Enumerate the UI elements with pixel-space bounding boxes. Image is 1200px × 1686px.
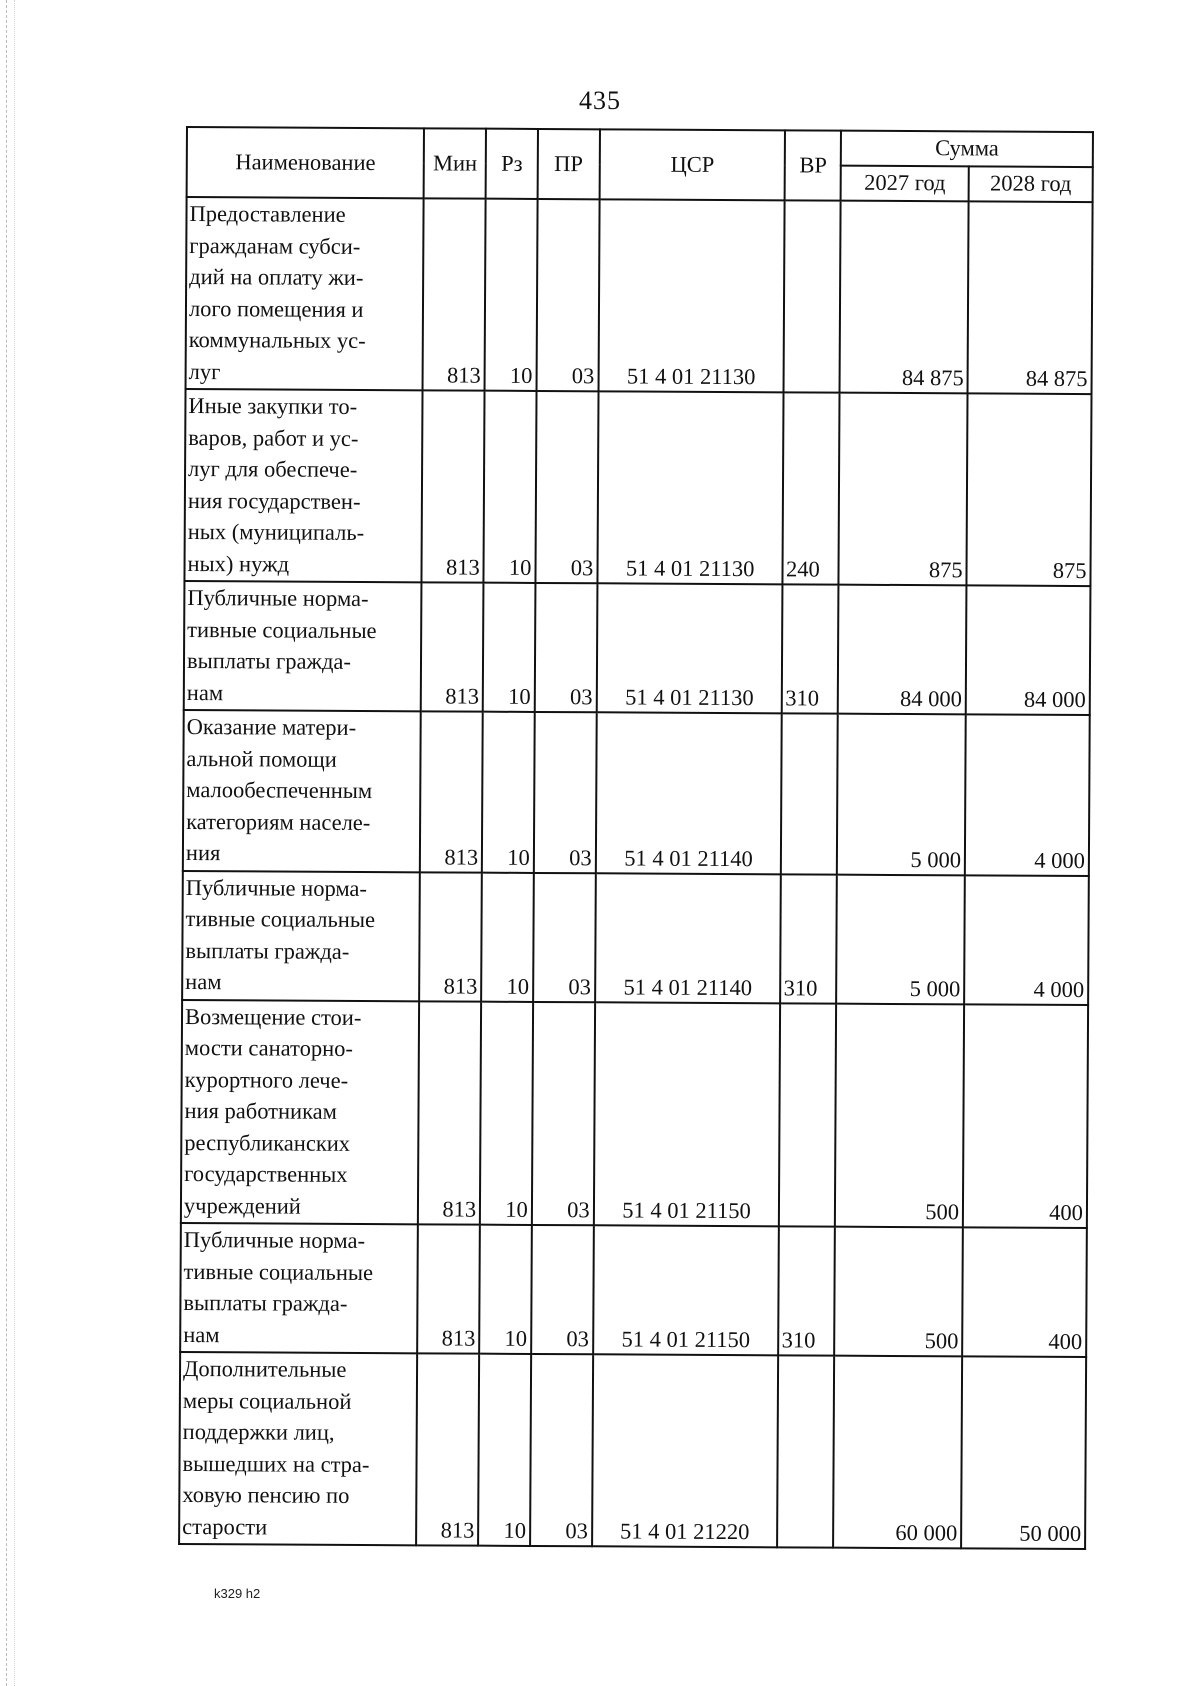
table-row: [183, 710, 1090, 876]
row-min: 813: [416, 1353, 479, 1545]
row-rz: 10: [479, 1225, 531, 1354]
scan-edge-line: [6, 0, 8, 1686]
budget-table: [178, 126, 1094, 1550]
row-min: 813: [418, 1001, 481, 1225]
row-sum-2027: 84 000: [838, 585, 967, 715]
row-name: Публичные норма- тивные социальные выплаты гражда- нам: [182, 870, 420, 1000]
header-min: Мин: [424, 128, 486, 198]
table-row: [184, 389, 1091, 586]
row-sum-2028: 400: [962, 1227, 1087, 1357]
table-row: [179, 1352, 1086, 1549]
row-pr: 03: [534, 712, 597, 873]
row-pr: 03: [532, 1001, 595, 1225]
row-vr: [784, 200, 841, 392]
row-sum-2028: 50 000: [961, 1356, 1086, 1549]
row-csr: 51 4 01 21130: [597, 391, 784, 584]
row-csr: 51 4 01 21150: [594, 1002, 781, 1227]
row-sum-2027: 5 000: [837, 714, 966, 875]
row-sum-2028: 84 875: [968, 201, 1093, 394]
row-name: Дополнительные меры социальной поддержки лиц, вышедших на стра- ховую пенсию по старости: [179, 1352, 417, 1545]
row-rz: 10: [481, 872, 533, 1001]
page-number: 435: [579, 86, 621, 115]
table-row: [182, 870, 1089, 1004]
row-min: 813: [417, 1224, 480, 1353]
row-sum-2028: 400: [963, 1004, 1088, 1228]
row-sum-2027: 500: [834, 1227, 963, 1357]
row-name: Оказание матери- альной помощи малообеспеченным категориям населе- ния: [183, 710, 421, 872]
row-sum-2028: 4 000: [964, 875, 1089, 1005]
row-rz: 10: [478, 1354, 531, 1546]
table-row: [184, 581, 1091, 715]
row-pr: 03: [536, 199, 599, 391]
row-csr: 51 4 01 21220: [592, 1354, 779, 1547]
row-name: Публичные норма- тивные социальные выплаты гражда- нам: [180, 1223, 418, 1353]
header-csr: ЦСР: [599, 129, 785, 200]
row-pr: 03: [531, 1225, 594, 1354]
row-vr: 310: [779, 1226, 835, 1355]
row-vr: [778, 1355, 835, 1547]
row-sum-2028: 4 000: [965, 714, 1090, 875]
row-min: 813: [421, 582, 484, 711]
header-pr: ПР: [537, 129, 599, 199]
row-name: Иные закупки то- варов, работ и ус- луг для обеспече- ния государствен- ных (муниципаль- ных) нужд: [184, 389, 422, 582]
header-vr: ВР: [785, 130, 841, 200]
row-vr: 240: [783, 392, 840, 584]
row-rz: 10: [485, 199, 538, 391]
row-sum-2028: 875: [967, 393, 1092, 586]
row-min: 813: [420, 711, 483, 872]
row-min: 813: [423, 198, 486, 390]
row-name: Публичные норма- тивные социальные выплаты гражда- нам: [184, 581, 422, 711]
row-sum-2027: 5 000: [836, 874, 965, 1004]
header-year-2027: 2027 год: [841, 166, 969, 202]
row-vr: 310: [781, 874, 837, 1003]
row-sum-2028: 84 000: [966, 585, 1091, 715]
row-pr: 03: [535, 583, 598, 712]
row-pr: 03: [535, 391, 598, 583]
header-rz: Рз: [486, 129, 538, 199]
row-rz: 10: [484, 391, 537, 583]
row-rz: 10: [483, 583, 535, 712]
row-sum-2027: 500: [835, 1003, 964, 1227]
table-row: [186, 197, 1093, 394]
footer-code: k329 h2: [214, 1586, 261, 1601]
table-row: [181, 999, 1088, 1228]
row-pr: 03: [530, 1354, 593, 1546]
row-csr: 51 4 01 21130: [598, 199, 785, 392]
row-name: Предоставление гражданам субси- дий на оплату жи- лого помещения и коммунальных ус- луг: [186, 197, 424, 390]
row-vr: [779, 1003, 836, 1227]
table-row: [180, 1223, 1087, 1357]
row-min: 813: [422, 390, 485, 582]
header-name: Наименование: [187, 127, 425, 198]
row-csr: 51 4 01 21150: [593, 1225, 779, 1355]
row-csr: 51 4 01 21140: [596, 712, 783, 874]
row-name: Возмещение стои- мости санаторно- курортного лече- ния работникам республиканских государственных учреждений: [181, 999, 420, 1224]
row-rz: 10: [480, 1001, 533, 1225]
row-rz: 10: [482, 712, 534, 873]
row-sum-2027: 84 875: [840, 201, 969, 394]
row-vr: [781, 713, 838, 874]
row-csr: 51 4 01 21130: [596, 583, 782, 713]
row-pr: 03: [533, 872, 596, 1001]
scan-edge-line-faint: [14, 0, 16, 1686]
row-sum-2027: 875: [839, 393, 968, 586]
header-sum: Сумма: [841, 131, 1093, 167]
row-csr: 51 4 01 21140: [595, 873, 781, 1003]
row-sum-2027: 60 000: [833, 1356, 962, 1549]
header-year-2028: 2028 год: [969, 166, 1093, 202]
row-vr: 310: [782, 584, 838, 713]
row-min: 813: [419, 872, 482, 1001]
